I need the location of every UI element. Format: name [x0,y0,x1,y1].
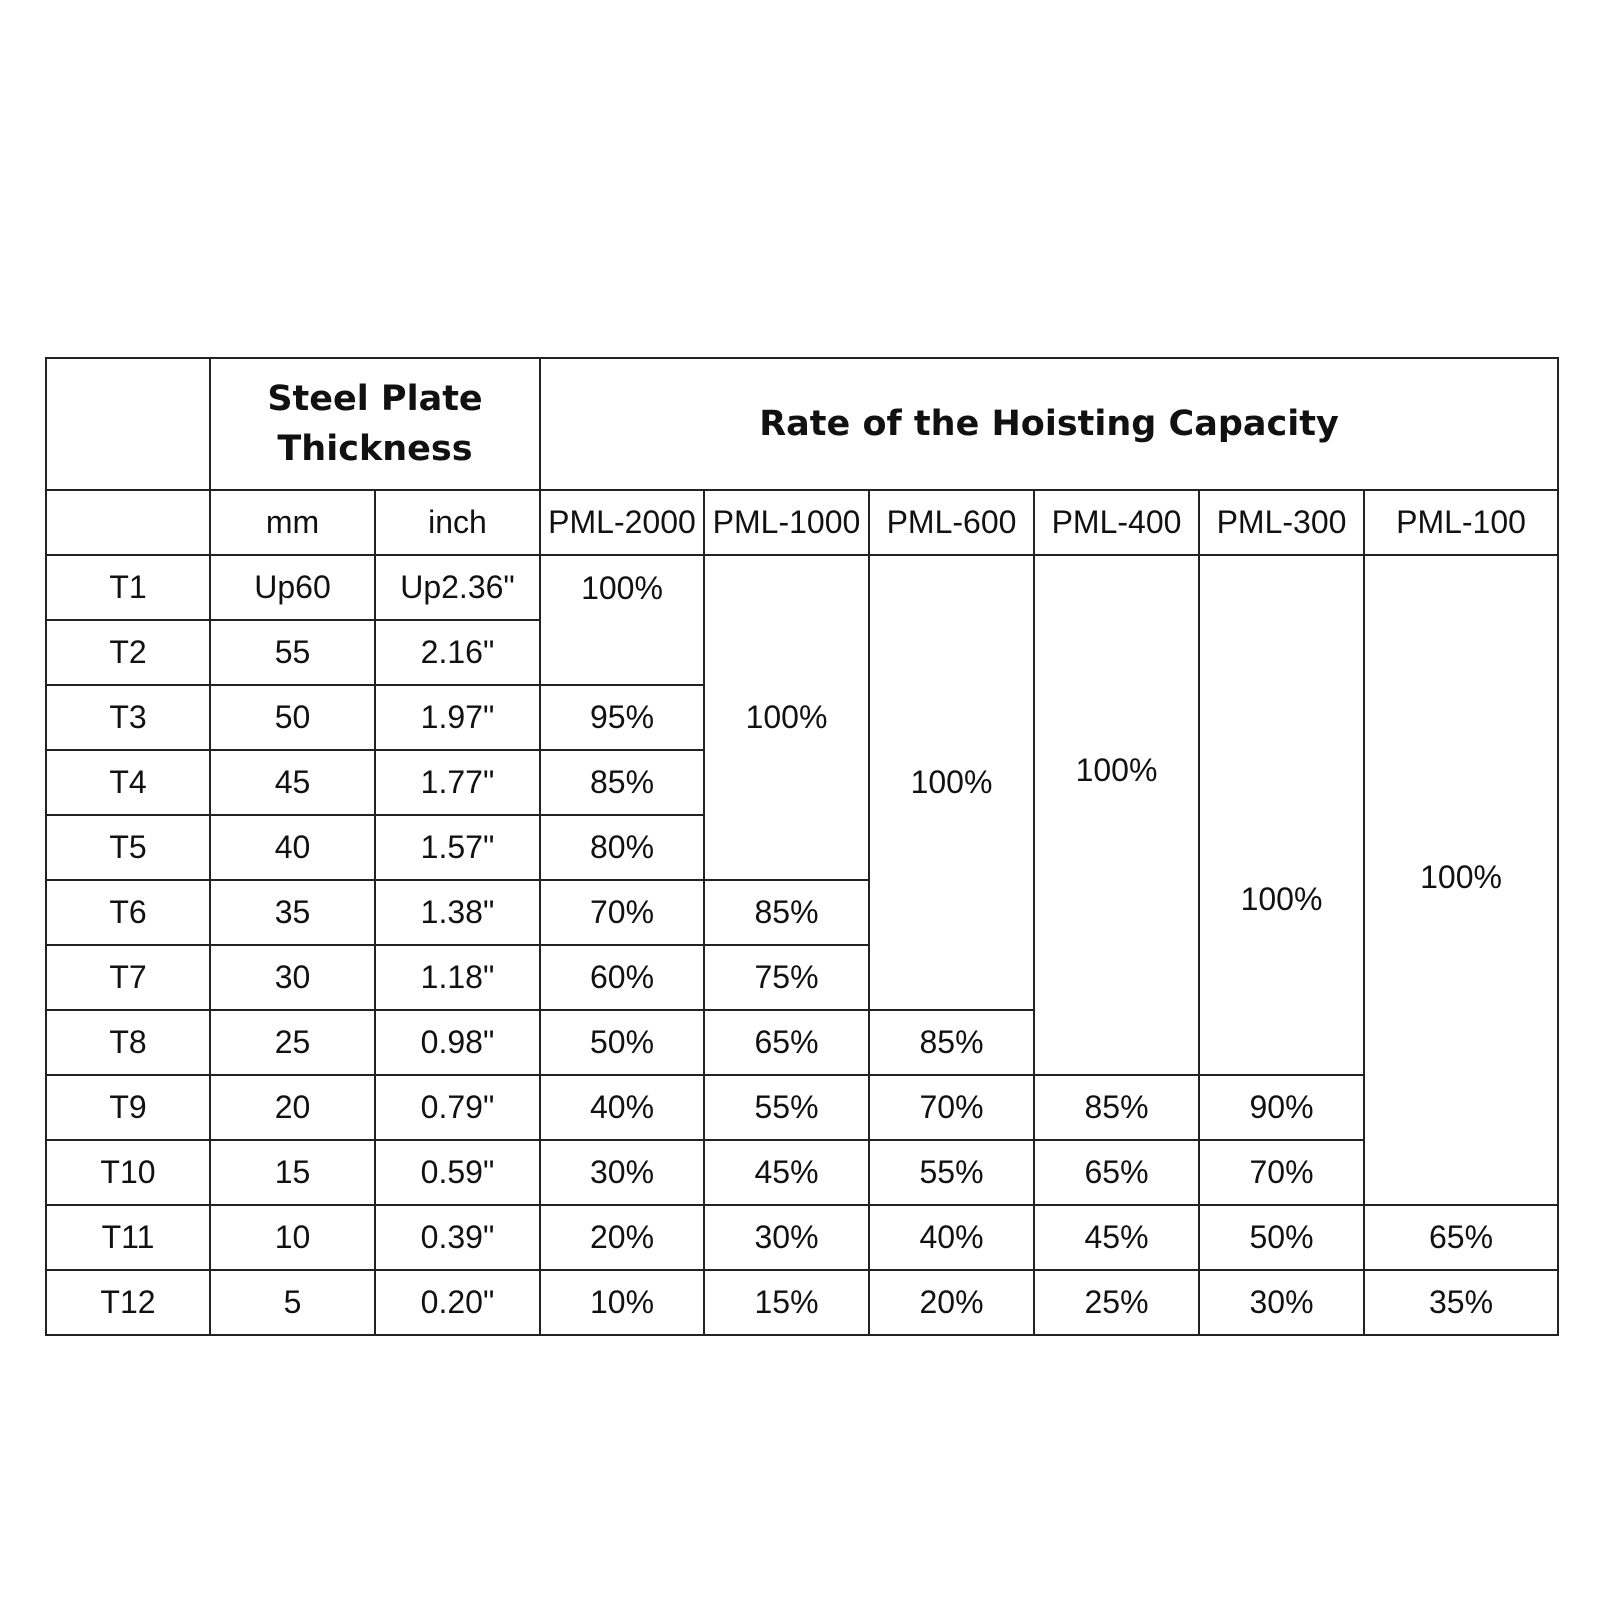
model-header-pml-100: PML-100 [1364,490,1558,555]
inch-cell: 0.79" [375,1075,540,1140]
inch-cell: 1.57" [375,815,540,880]
inch-cell: 0.39" [375,1205,540,1270]
model-header-pml-1000: PML-1000 [704,490,869,555]
model-header-pml-300: PML-300 [1199,490,1364,555]
mm-cell: 20 [210,1075,375,1140]
row-label: T2 [46,620,210,685]
inch-cell: 1.38" [375,880,540,945]
pml-400-rate-cell: 25% [1034,1270,1199,1335]
mm-cell: 35 [210,880,375,945]
pml-1000-rate-cell: 85% [704,880,869,945]
pml-300-rate-cell: 70% [1199,1140,1364,1205]
pml-100-rate-cell: 35% [1364,1270,1558,1335]
pml-600-rate-cell: 100% [869,555,1034,1010]
pml-400-rate-cell: 65% [1034,1140,1199,1205]
pml-1000-rate-cell: 15% [704,1270,869,1335]
unit-row [46,490,1558,555]
pml-300-rate-cell: 30% [1199,1270,1364,1335]
pml-2000-rate-cell: 50% [540,1010,704,1075]
pml-300-rate-cell: 90% [1199,1075,1364,1140]
mm-cell: 55 [210,620,375,685]
mm-cell: 50 [210,685,375,750]
inch-cell: 1.18" [375,945,540,1010]
pml-400-rate-cell: 85% [1034,1075,1199,1140]
row-label: T5 [46,815,210,880]
pml-2000-rate-cell: 100% [540,555,704,685]
row-label: T3 [46,685,210,750]
inch-cell: 0.59" [375,1140,540,1205]
table-row [46,1075,1558,1140]
pml-1000-rate-cell: 75% [704,945,869,1010]
pml-600-rate-cell: 40% [869,1205,1034,1270]
pml-300-rate-cell: 100% [1199,555,1364,1075]
table-row [46,1270,1558,1335]
pml-1000-rate-cell: 30% [704,1205,869,1270]
pml-600-rate-cell: 20% [869,1270,1034,1335]
mm-cell: 15 [210,1140,375,1205]
mm-cell: 5 [210,1270,375,1335]
row-label: T7 [46,945,210,1010]
unit-corner-cell [46,490,210,555]
pml-600-rate-cell: 85% [869,1010,1034,1075]
pml-2000-rate-cell: 95% [540,685,704,750]
mm-cell: 45 [210,750,375,815]
pml-600-rate-cell: 55% [869,1140,1034,1205]
thickness-header: Steel Plate Thickness [210,358,540,490]
row-label: T4 [46,750,210,815]
table-row [46,1205,1558,1270]
mm-cell: 10 [210,1205,375,1270]
pml-600-rate-cell: 70% [869,1075,1034,1140]
table-row [46,555,1558,620]
inch-cell: 0.98" [375,1010,540,1075]
inch-cell: 0.20" [375,1270,540,1335]
row-label: T6 [46,880,210,945]
corner-cell [46,358,210,490]
inch-cell: 1.77" [375,750,540,815]
mm-cell: 40 [210,815,375,880]
pml-2000-rate-cell: 70% [540,880,704,945]
mm-cell: Up60 [210,555,375,620]
mm-cell: 25 [210,1010,375,1075]
inch-cell: 2.16" [375,620,540,685]
inch-cell: 1.97" [375,685,540,750]
model-header-pml-400: PML-400 [1034,490,1199,555]
pml-100-rate-cell: 65% [1364,1205,1558,1270]
pml-1000-rate-cell: 45% [704,1140,869,1205]
pml-2000-rate-cell: 85% [540,750,704,815]
pml-2000-rate-cell: 60% [540,945,704,1010]
pml-1000-rate-cell: 65% [704,1010,869,1075]
rate-header: Rate of the Hoisting Capacity [540,358,1558,490]
model-header-pml-2000: PML-2000 [540,490,704,555]
pml-2000-rate-cell: 80% [540,815,704,880]
hoisting-capacity-table [45,357,1559,1336]
header-row [46,358,1558,490]
row-label: T9 [46,1075,210,1140]
inch-cell: Up2.36" [375,555,540,620]
row-label: T1 [46,555,210,620]
pml-100-rate-cell: 100% [1364,555,1558,1205]
pml-400-rate-cell: 100% [1034,555,1199,1075]
pml-2000-rate-cell: 30% [540,1140,704,1205]
row-label: T10 [46,1140,210,1205]
row-label: T11 [46,1205,210,1270]
pml-1000-rate-cell: 100% [704,555,869,880]
table-row [46,1140,1558,1205]
pml-2000-rate-cell: 20% [540,1205,704,1270]
pml-2000-rate-cell: 10% [540,1270,704,1335]
unit-inch-header: inch [375,490,540,555]
model-header-pml-600: PML-600 [869,490,1034,555]
row-label: T8 [46,1010,210,1075]
row-label: T12 [46,1270,210,1335]
pml-1000-rate-cell: 55% [704,1075,869,1140]
mm-cell: 30 [210,945,375,1010]
pml-2000-rate-cell: 40% [540,1075,704,1140]
pml-300-rate-cell: 50% [1199,1205,1364,1270]
pml-400-rate-cell: 45% [1034,1205,1199,1270]
unit-mm-header: mm [210,490,375,555]
